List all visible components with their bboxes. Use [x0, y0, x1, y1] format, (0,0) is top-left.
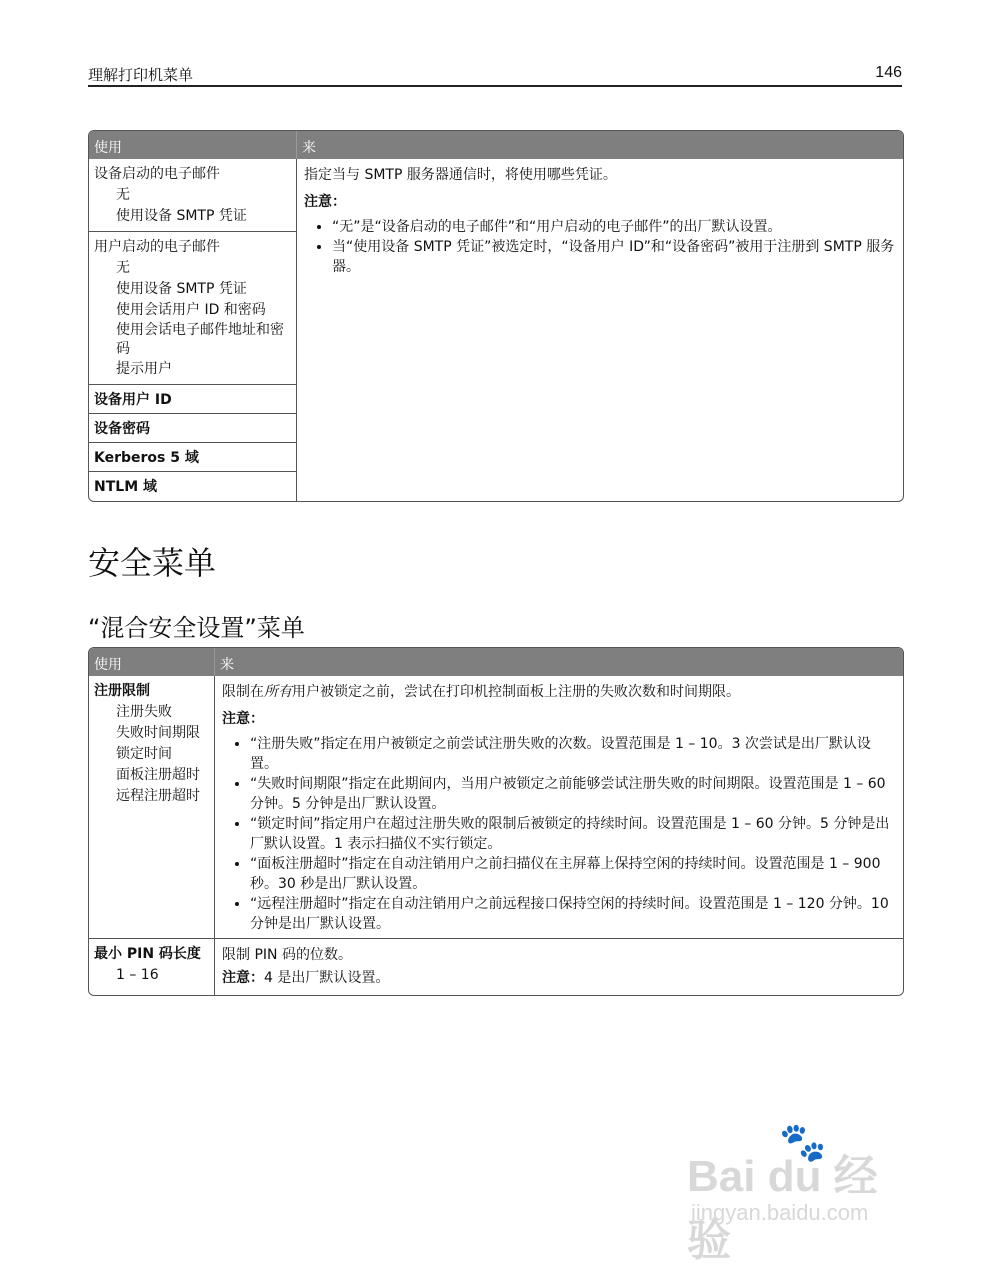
setting-option: 使用会话用户 ID 和密码: [116, 302, 266, 318]
setting-name: Kerberos 5 域: [94, 450, 199, 466]
table-row: [89, 472, 296, 501]
description-part: 限制在: [222, 684, 264, 700]
column-header-use: 使用: [89, 648, 215, 676]
note-list: [304, 217, 896, 277]
description-text: 指定当与 SMTP 服务器通信时，将使用哪些凭证。: [304, 167, 617, 183]
setting-name: NTLM 域: [94, 479, 157, 495]
note-list: [222, 734, 896, 934]
section-title: 安全菜单: [88, 544, 217, 582]
note-label: 注意：: [222, 970, 264, 986]
description-part: 用户被锁定之前，尝试在打印机控制面板上注册的失败次数和时间期限。: [292, 684, 740, 700]
setting-name: 用户启动的电子邮件: [94, 239, 220, 255]
description-emphasis: 所有: [264, 684, 292, 700]
setting-option: 1 – 16: [116, 967, 159, 983]
setting-name: 注册限制: [94, 683, 150, 699]
note-item: • “注册失败”指定在用户被锁定之前尝试注册失败的次数。设置范围是 1 – 10。3 次尝试是出厂默认设置。: [250, 734, 896, 774]
table-row: [89, 159, 296, 232]
description-column: [297, 159, 903, 501]
note-item: • “远程注册超时”指定在自动注销用户之前远程接口保持空闲的持续时间。设置范围是 1 – 120 分钟。10 分钟是出厂默认设置。: [250, 894, 896, 934]
settings-column: [89, 159, 297, 501]
column-header-to: 来: [220, 657, 234, 673]
description-text: 限制 PIN 码的位数。: [222, 947, 352, 963]
note-item: • “无”是“设备启动的电子邮件”和“用户启动的电子邮件”的出厂默认设置。: [332, 217, 896, 237]
setting-option: 远程注册超时: [116, 788, 200, 804]
page-header: [88, 62, 902, 87]
note-item: • “失败时间期限”指定在此期间内，当用户被锁定之前能够尝试注册失败的时间期限。设置范围是 1 – 60 分钟。5 分钟是出厂默认设置。: [250, 774, 896, 814]
setting-option: 无: [116, 260, 130, 276]
email-credentials-table: [88, 130, 904, 502]
settings-column: [89, 676, 215, 938]
description-column: [215, 939, 903, 995]
page-header-title: 理解打印机菜单: [88, 66, 194, 84]
subsection-title: “混合安全设置”菜单: [88, 614, 305, 642]
column-header-to: 来: [302, 140, 316, 156]
setting-option: 失败时间期限: [116, 725, 200, 741]
note-label: 注意：: [222, 711, 264, 727]
description-column: [215, 676, 903, 938]
table-row: [89, 414, 296, 443]
security-settings-table: [88, 647, 904, 996]
table-header: [89, 131, 903, 159]
setting-name: 设备启动的电子邮件: [94, 166, 220, 182]
table-row: [89, 443, 296, 472]
paw-icon: 🐾: [779, 1120, 827, 1164]
setting-option: 注册失败: [116, 704, 172, 720]
page-number: 146: [875, 64, 902, 81]
table-row: [89, 385, 296, 414]
table-row: [89, 232, 296, 385]
setting-option: 面板注册超时: [116, 767, 200, 783]
setting-option: 锁定时间: [116, 746, 172, 762]
description-text: [222, 682, 896, 703]
note-text: 4 是出厂默认设置。: [264, 970, 390, 986]
note-item: • “面板注册超时”指定在自动注销用户之前扫描仪在主屏幕上保持空闲的持续时间。设置范围是 1 – 900 秒。30 秒是出厂默认设置。: [250, 854, 896, 894]
setting-name: 最小 PIN 码长度: [94, 946, 201, 962]
note-item: • “锁定时间”指定用户在超过注册失败的限制后被锁定的持续时间。设置范围是 1 – 60 分钟。5 分钟是出厂默认设置。1 表示扫描仪不实行锁定。: [250, 814, 896, 854]
watermark-brand: Bai du 经验: [687, 1152, 878, 1265]
baidu-jingyan-watermark: [687, 1120, 917, 1265]
setting-option: 使用设备 SMTP 凭证: [116, 281, 247, 297]
column-header-use: 使用: [89, 131, 297, 159]
setting-option: 无: [116, 187, 130, 203]
setting-option: 使用会话电子邮件地址和密码: [116, 322, 284, 357]
note-label: 注意：: [304, 194, 346, 210]
note-item: • 当“使用设备 SMTP 凭证”被选定时，“设备用户 ID”和“设备密码”被用于注册到 SMTP 服务器。: [332, 237, 896, 277]
note-line: [222, 968, 896, 989]
setting-option: 使用设备 SMTP 凭证: [116, 208, 247, 224]
setting-option: 提示用户: [116, 361, 172, 377]
settings-column: [89, 939, 215, 995]
setting-name: 设备密码: [94, 421, 150, 437]
table-header: [89, 648, 903, 676]
watermark-url: jingyan.baidu.com: [691, 1200, 869, 1225]
setting-name: 设备用户 ID: [94, 392, 172, 408]
